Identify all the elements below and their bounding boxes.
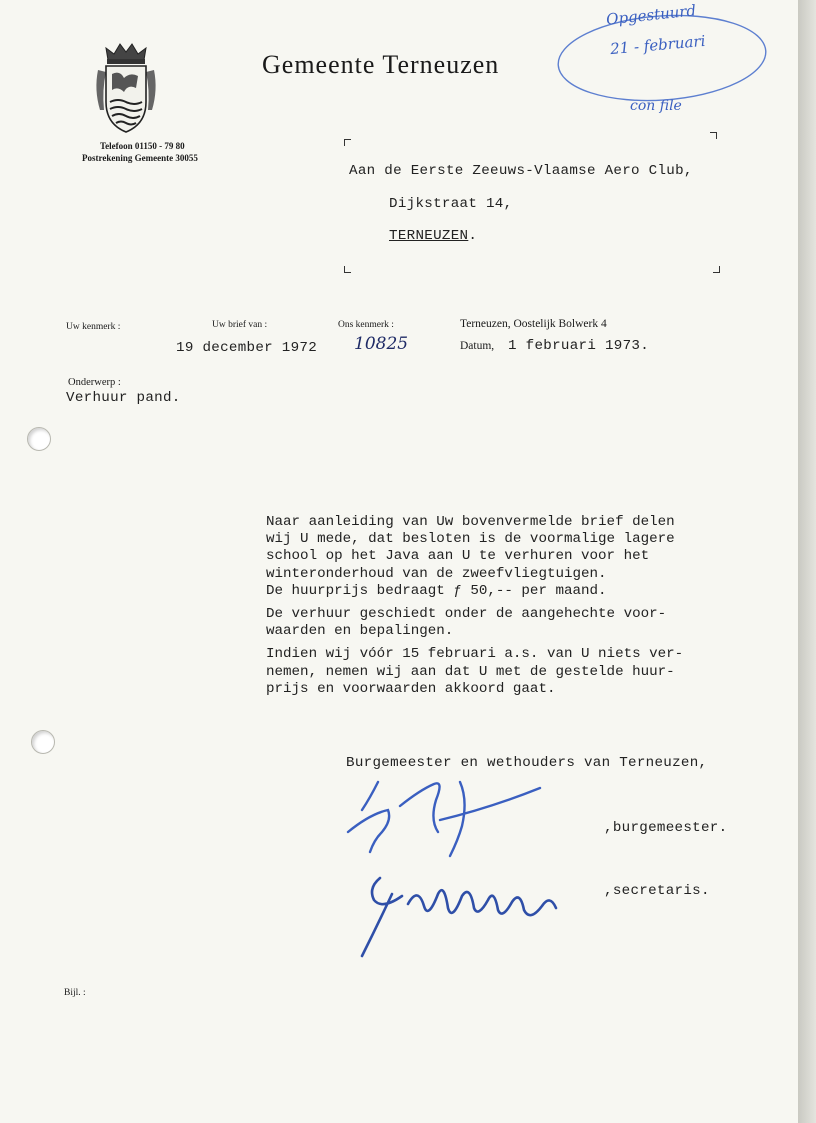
- body-line: Indien wij vóór 15 februari a.s. van U niets ver-: [266, 646, 684, 663]
- window-mark-top-right: [710, 132, 717, 139]
- datum-value: 1 februari 1973.: [508, 338, 650, 354]
- ons-kenmerk-label: Ons kenmerk :: [338, 320, 394, 330]
- body-line: nemen, nemen wij aan dat U met de gestelde huur-: [266, 663, 675, 680]
- body-line: Naar aanleiding van Uw bovenvermelde brief delen: [266, 514, 675, 530]
- mayor-signature: [340, 770, 560, 870]
- letterhead-giro: Postrekening Gemeente 30055: [82, 153, 198, 163]
- recipient-line-2: Dijkstraat 14,: [389, 196, 513, 212]
- recipient-city-suffix: .: [468, 228, 478, 244]
- page-edge: [798, 0, 816, 1123]
- secretary-signature: [352, 864, 592, 964]
- annotation-line-1: Opgestuurd: [605, 1, 697, 29]
- punch-hole-top: [27, 427, 51, 451]
- uw-brief-value: 19 december 1972: [176, 340, 318, 356]
- body-line: prijs en voorwaarden akkoord gaat.: [266, 680, 556, 697]
- paragraph-3: [266, 646, 766, 698]
- letterhead-phone: Telefoon 01150 - 79 80: [100, 141, 185, 151]
- ons-kenmerk-value: 10825: [354, 334, 409, 354]
- uw-kenmerk-label: Uw kenmerk :: [66, 322, 121, 332]
- body-line: De huurprijs bedraagt ƒ 50,-- per maand.: [266, 582, 607, 599]
- body-line: De verhuur geschiedt onder de aangehechte voor-: [266, 606, 667, 623]
- paragraph-1: [266, 514, 766, 600]
- window-mark-bottom-right: [713, 266, 720, 273]
- bijlage-label: Bijl. :: [64, 988, 86, 998]
- mayor-title: ,burgemeester.: [604, 820, 728, 836]
- body-line: waarden en bepalingen.: [266, 623, 454, 640]
- window-mark-bottom-left: [344, 266, 351, 273]
- letter-body: [266, 514, 766, 704]
- punch-hole-bottom: [31, 730, 55, 754]
- recipient-line-1: Aan de Eerste Zeeuws-Vlaamse Aero Club,: [349, 163, 693, 179]
- organisation-title: Gemeente Terneuzen: [262, 50, 500, 79]
- coat-of-arms-icon: [94, 40, 158, 138]
- datum-label: Datum,: [460, 340, 495, 352]
- recipient-city: TERNEUZEN: [389, 228, 469, 244]
- annotation-line-3: con file: [630, 98, 682, 114]
- subject-value: Verhuur pand.: [66, 390, 181, 406]
- subject-label: Onderwerp :: [68, 377, 121, 388]
- annotation-line-2: 21 - februari: [609, 31, 707, 59]
- uw-brief-label: Uw brief van :: [212, 320, 268, 330]
- secretary-title: ,secretaris.: [604, 883, 710, 899]
- recipient-line-3: [389, 228, 477, 244]
- signatory-line: Burgemeester en wethouders van Terneuzen,: [346, 755, 708, 771]
- body-line: school op het Java aan U te verhuren voor het: [266, 548, 650, 565]
- window-mark-top-left: [344, 139, 351, 146]
- paragraph-2: [266, 606, 766, 640]
- place-line: Terneuzen, Oostelijk Bolwerk 4: [460, 318, 607, 330]
- body-line: winteronderhoud van de zweefvliegtuigen.: [266, 565, 607, 582]
- body-line: wij U mede, dat besloten is de voormalige lagere: [266, 531, 675, 548]
